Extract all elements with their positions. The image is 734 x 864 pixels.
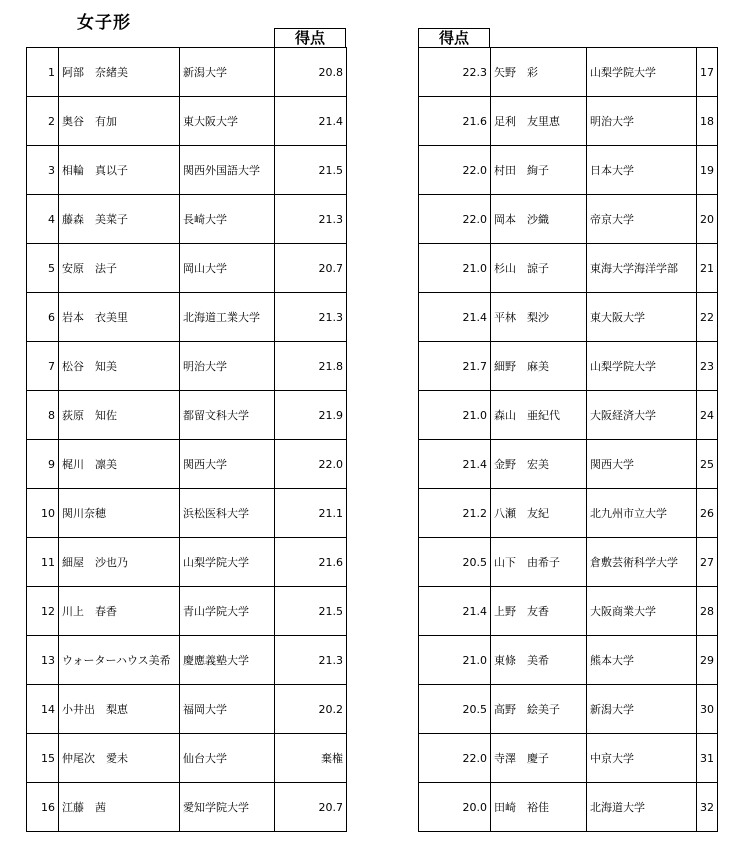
right-score: 21.4 <box>419 587 491 636</box>
left-competitor-name: 奥谷 有加 <box>59 97 180 146</box>
left-university: 仙台大学 <box>180 734 275 783</box>
right-score: 22.0 <box>419 734 491 783</box>
left-competitor-name: ウォーターハウス美希 <box>59 636 180 685</box>
right-university: 北九州市立大学 <box>587 489 697 538</box>
left-entry-number: 10 <box>27 489 59 538</box>
divider-gap <box>347 146 419 195</box>
left-score: 21.3 <box>275 195 347 244</box>
divider-gap <box>347 293 419 342</box>
left-university: 愛知学院大学 <box>180 783 275 832</box>
table-row <box>27 538 718 587</box>
left-university: 関西外国語大学 <box>180 146 275 195</box>
left-competitor-name: 相輪 真以子 <box>59 146 180 195</box>
left-university: 関西大学 <box>180 440 275 489</box>
left-score: 21.4 <box>275 97 347 146</box>
right-score: 21.6 <box>419 97 491 146</box>
score-header-right: 得点 <box>418 28 490 47</box>
right-competitor-name: 森山 亜紀代 <box>491 391 587 440</box>
right-competitor-name: 足利 友里恵 <box>491 97 587 146</box>
right-competitor-name: 細野 麻美 <box>491 342 587 391</box>
table-row <box>27 391 718 440</box>
right-competitor-name: 矢野 彩 <box>491 48 587 97</box>
divider-gap <box>347 195 419 244</box>
left-entry-number: 7 <box>27 342 59 391</box>
table-row <box>27 734 718 783</box>
left-score: 21.3 <box>275 636 347 685</box>
table-row <box>27 97 718 146</box>
table-row <box>27 440 718 489</box>
left-university: 北海道工業大学 <box>180 293 275 342</box>
table-row <box>27 244 718 293</box>
left-competitor-name: 藤森 美菜子 <box>59 195 180 244</box>
divider-gap <box>347 538 419 587</box>
right-competitor-name: 村田 絢子 <box>491 146 587 195</box>
right-university: 北海道大学 <box>587 783 697 832</box>
right-entry-number: 29 <box>697 636 718 685</box>
right-entry-number: 24 <box>697 391 718 440</box>
right-score: 21.4 <box>419 293 491 342</box>
left-score: 21.9 <box>275 391 347 440</box>
right-university: 山梨学院大学 <box>587 48 697 97</box>
right-university: 帝京大学 <box>587 195 697 244</box>
left-entry-number: 1 <box>27 48 59 97</box>
left-entry-number: 13 <box>27 636 59 685</box>
right-entry-number: 21 <box>697 244 718 293</box>
right-university: 新潟大学 <box>587 685 697 734</box>
divider-gap <box>347 685 419 734</box>
right-score: 22.0 <box>419 146 491 195</box>
divider-gap <box>347 97 419 146</box>
right-entry-number: 32 <box>697 783 718 832</box>
left-university: 山梨学院大学 <box>180 538 275 587</box>
left-competitor-name: 江藤 茜 <box>59 783 180 832</box>
left-competitor-name: 仲尾次 愛未 <box>59 734 180 783</box>
table-row <box>27 685 718 734</box>
left-score: 20.8 <box>275 48 347 97</box>
left-entry-number: 6 <box>27 293 59 342</box>
left-entry-number: 11 <box>27 538 59 587</box>
left-score: 20.7 <box>275 244 347 293</box>
left-score: 21.6 <box>275 538 347 587</box>
right-score: 20.5 <box>419 685 491 734</box>
right-entry-number: 19 <box>697 146 718 195</box>
right-entry-number: 25 <box>697 440 718 489</box>
divider-gap <box>347 587 419 636</box>
divider-gap <box>347 734 419 783</box>
divider-gap <box>347 48 419 97</box>
left-university: 岡山大学 <box>180 244 275 293</box>
right-entry-number: 17 <box>697 48 718 97</box>
right-competitor-name: 平林 梨沙 <box>491 293 587 342</box>
right-university: 東海大学海洋学部 <box>587 244 697 293</box>
table-row <box>27 489 718 538</box>
right-university: 関西大学 <box>587 440 697 489</box>
table-row <box>27 636 718 685</box>
divider-gap <box>347 489 419 538</box>
right-university: 山梨学院大学 <box>587 342 697 391</box>
table-row <box>27 342 718 391</box>
right-competitor-name: 東條 美希 <box>491 636 587 685</box>
left-university: 慶應義塾大学 <box>180 636 275 685</box>
left-entry-number: 16 <box>27 783 59 832</box>
right-university: 大阪商業大学 <box>587 587 697 636</box>
left-score: 20.7 <box>275 783 347 832</box>
right-university: 明治大学 <box>587 97 697 146</box>
left-entry-number: 2 <box>27 97 59 146</box>
left-university: 福岡大学 <box>180 685 275 734</box>
right-score: 22.3 <box>419 48 491 97</box>
left-entry-number: 12 <box>27 587 59 636</box>
divider-gap <box>347 636 419 685</box>
right-competitor-name: 杉山 諒子 <box>491 244 587 293</box>
right-entry-number: 27 <box>697 538 718 587</box>
left-entry-number: 14 <box>27 685 59 734</box>
right-score: 21.7 <box>419 342 491 391</box>
left-entry-number: 9 <box>27 440 59 489</box>
left-score: 21.1 <box>275 489 347 538</box>
right-competitor-name: 岡本 沙織 <box>491 195 587 244</box>
right-university: 中京大学 <box>587 734 697 783</box>
left-competitor-name: 岩本 衣美里 <box>59 293 180 342</box>
score-header-left: 得点 <box>274 28 346 47</box>
divider-gap <box>347 783 419 832</box>
left-entry-number: 4 <box>27 195 59 244</box>
right-competitor-name: 寺澤 慶子 <box>491 734 587 783</box>
right-score: 21.4 <box>419 440 491 489</box>
results-rows <box>27 48 718 832</box>
divider-gap <box>347 342 419 391</box>
left-entry-number: 5 <box>27 244 59 293</box>
results-table <box>26 47 718 832</box>
left-entry-number: 15 <box>27 734 59 783</box>
left-competitor-name: 小井出 梨恵 <box>59 685 180 734</box>
right-university: 倉敷芸術科学大学 <box>587 538 697 587</box>
table-row <box>27 783 718 832</box>
left-score: 棄権 <box>275 734 347 783</box>
table-row <box>27 293 718 342</box>
right-entry-number: 20 <box>697 195 718 244</box>
left-competitor-name: 荻原 知佐 <box>59 391 180 440</box>
right-university: 日本大学 <box>587 146 697 195</box>
right-university: 大阪経済大学 <box>587 391 697 440</box>
right-score: 21.2 <box>419 489 491 538</box>
left-competitor-name: 関川奈穂 <box>59 489 180 538</box>
left-score: 22.0 <box>275 440 347 489</box>
right-competitor-name: 田崎 裕佳 <box>491 783 587 832</box>
left-entry-number: 3 <box>27 146 59 195</box>
divider-gap <box>347 440 419 489</box>
left-competitor-name: 川上 春香 <box>59 587 180 636</box>
right-score: 21.0 <box>419 244 491 293</box>
left-university: 新潟大学 <box>180 48 275 97</box>
left-university: 明治大学 <box>180 342 275 391</box>
left-entry-number: 8 <box>27 391 59 440</box>
right-score: 20.5 <box>419 538 491 587</box>
left-score: 21.3 <box>275 293 347 342</box>
right-competitor-name: 高野 絵美子 <box>491 685 587 734</box>
left-university: 青山学院大学 <box>180 587 275 636</box>
table-row <box>27 195 718 244</box>
left-score: 21.5 <box>275 587 347 636</box>
right-entry-number: 23 <box>697 342 718 391</box>
right-competitor-name: 八瀬 友紀 <box>491 489 587 538</box>
right-entry-number: 26 <box>697 489 718 538</box>
divider-gap <box>347 244 419 293</box>
left-university: 長崎大学 <box>180 195 275 244</box>
page-title: 女子形 <box>77 13 131 33</box>
left-score: 20.2 <box>275 685 347 734</box>
left-score: 21.5 <box>275 146 347 195</box>
left-competitor-name: 細屋 沙也乃 <box>59 538 180 587</box>
left-competitor-name: 安原 法子 <box>59 244 180 293</box>
left-university: 東大阪大学 <box>180 97 275 146</box>
right-entry-number: 18 <box>697 97 718 146</box>
left-university: 都留文科大学 <box>180 391 275 440</box>
left-competitor-name: 松谷 知美 <box>59 342 180 391</box>
left-competitor-name: 阿部 奈緒美 <box>59 48 180 97</box>
table-row <box>27 587 718 636</box>
table-row <box>27 48 718 97</box>
right-score: 20.0 <box>419 783 491 832</box>
right-entry-number: 30 <box>697 685 718 734</box>
right-entry-number: 22 <box>697 293 718 342</box>
right-competitor-name: 上野 友香 <box>491 587 587 636</box>
table-row <box>27 146 718 195</box>
right-competitor-name: 山下 由希子 <box>491 538 587 587</box>
right-score: 21.0 <box>419 636 491 685</box>
right-university: 東大阪大学 <box>587 293 697 342</box>
right-score: 22.0 <box>419 195 491 244</box>
right-university: 熊本大学 <box>587 636 697 685</box>
right-entry-number: 31 <box>697 734 718 783</box>
right-score: 21.0 <box>419 391 491 440</box>
left-competitor-name: 梶川 凛美 <box>59 440 180 489</box>
right-entry-number: 28 <box>697 587 718 636</box>
left-university: 浜松医科大学 <box>180 489 275 538</box>
left-score: 21.8 <box>275 342 347 391</box>
divider-gap <box>347 391 419 440</box>
right-competitor-name: 金野 宏美 <box>491 440 587 489</box>
